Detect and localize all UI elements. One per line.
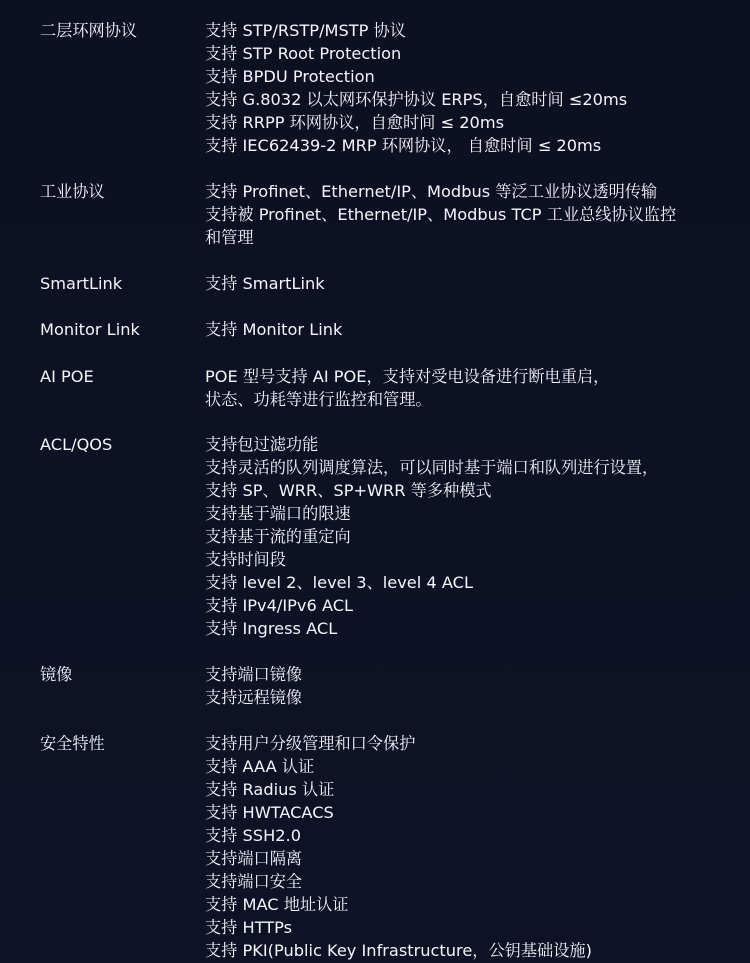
value-line: 支持 HTTPs (205, 918, 293, 937)
value-line: 支持端口隔离 (205, 849, 303, 868)
row-values (205, 19, 715, 157)
value-line: 支持 RRPP 环网协议，自愈时间 ≤ 20ms (205, 113, 505, 132)
row-label: 安全特性 (40, 734, 105, 753)
value-line: 支持 AAA 认证 (205, 757, 315, 776)
row-label: AI POE (40, 367, 94, 386)
value-line: 支持包过滤功能 (205, 435, 319, 454)
value-line: 支持端口镜像 (205, 665, 303, 684)
value-line: 支持 Radius 认证 (205, 780, 335, 799)
value-line: 状态、功耗等进行监控和管理。 (205, 390, 432, 409)
value-line: 支持 Profinet、Ethernet/IP、Modbus 等泛工业协议透明传输 (205, 182, 658, 201)
value-line: 支持 PKI(Public Key Infrastructure，公钥基础设施) (205, 941, 592, 960)
row-values (205, 180, 715, 249)
value-line: 支持 STP Root Protection (205, 44, 402, 63)
value-line: 支持 SP、WRR、SP+WRR 等多种模式 (205, 481, 492, 500)
row-values (205, 318, 715, 341)
value-line: 支持用户分级管理和口令保护 (205, 734, 416, 753)
row-label: 镜像 (40, 665, 73, 684)
value-line: 支持时间段 (205, 550, 286, 569)
value-line: 支持 level 2、level 3、level 4 ACL (205, 573, 473, 592)
value-line: 支持 IEC62439-2 MRP 环网协议， 自愈时间 ≤ 20ms (205, 136, 602, 155)
value-line: 支持 HWTACACS (205, 803, 334, 822)
row-values (205, 663, 715, 709)
row-label: ACL/QOS (40, 435, 113, 454)
value-line: 和管理 (205, 228, 254, 247)
value-line: 支持端口安全 (205, 872, 303, 891)
value-line: 支持 STP/RSTP/MSTP 协议 (205, 21, 406, 40)
row-label: SmartLink (40, 274, 123, 293)
row-label: 工业协议 (40, 182, 105, 201)
row-values (205, 433, 715, 640)
value-line: 支持 BPDU Protection (205, 67, 375, 86)
value-line: 支持 SmartLink (205, 274, 325, 293)
row-values (205, 365, 715, 411)
value-line: 支持远程镜像 (205, 688, 303, 707)
value-line: 支持 G.8032 以太网环保护协议 ERPS，自愈时间 ≤20ms (205, 90, 628, 109)
value-line: 支持 SSH2.0 (205, 826, 301, 845)
value-line: 支持灵活的队列调度算法，可以同时基于端口和队列进行设置， (205, 458, 659, 477)
value-line: 支持 Ingress ACL (205, 619, 338, 638)
row-values (205, 272, 715, 295)
value-line: 支持基于流的重定向 (205, 527, 351, 546)
value-line: 支持 Monitor Link (205, 320, 343, 339)
row-values (205, 732, 715, 962)
value-line: 支持被 Profinet、Ethernet/IP、Modbus TCP 工业总线协议监控 (205, 205, 677, 224)
value-line: 支持 IPv4/IPv6 ACL (205, 596, 354, 615)
value-line: POE 型号支持 AI POE，支持对受电设备进行断电重启， (205, 367, 610, 386)
value-line: 支持基于端口的限速 (205, 504, 351, 523)
row-label: 二层环网协议 (40, 21, 138, 40)
value-line: 支持 MAC 地址认证 (205, 895, 349, 914)
row-label: Monitor Link (40, 320, 140, 339)
